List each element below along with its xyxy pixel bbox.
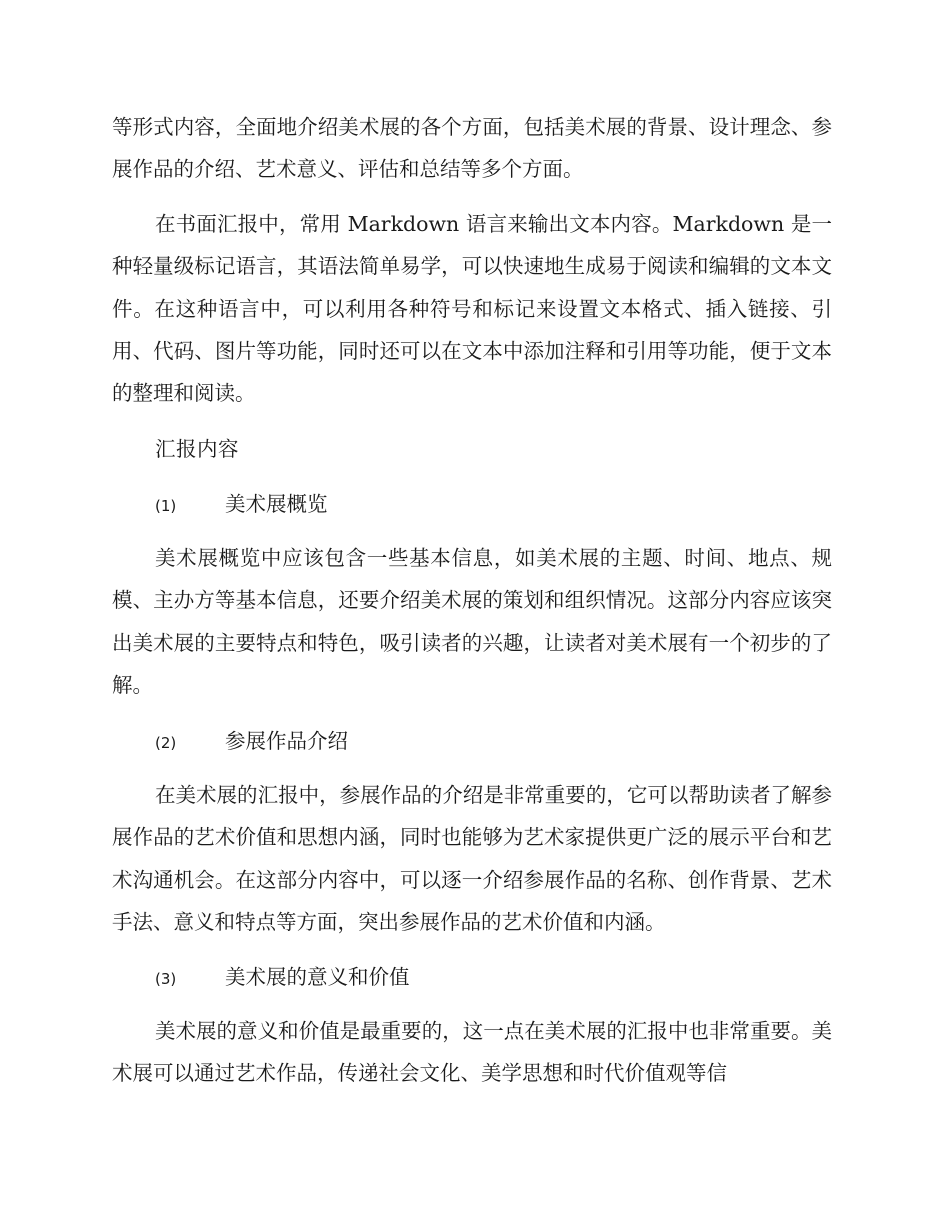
subsection-heading-3 — [155, 962, 410, 992]
subsection-number: (2) — [155, 734, 177, 752]
subsection-title: 美术展概览 — [225, 492, 328, 516]
subsection-number: (1) — [155, 497, 177, 515]
paragraph-overview: 美术展概览中应该包含一些基本信息，如美术展的主题、时间、地点、规模、主办方等基本信息，还要介绍美术展的策划和组织情况。这部分内容应该突出美术展的主要特点和特色，吸引读者的兴趣，让读者对美术展有一个初步的了解。 — [112, 546, 832, 697]
subsection-heading-2 — [155, 726, 348, 756]
subsection-title: 参展作品介绍 — [225, 729, 348, 753]
paragraph-intro-continued: 等形式内容，全面地介绍美术展的各个方面，包括美术展的背景、设计理念、参展作品的介绍、艺术意义、评估和总结等多个方面。 — [112, 115, 832, 182]
subsection-heading-1 — [155, 489, 328, 519]
paragraph-markdown: 在书面汇报中，常用 Markdown 语言来输出文本内容。Markdown 是一种轻量级标记语言，其语法简单易学，可以快速地生成易于阅读和编辑的文本文件。在这种语言中，可以利用各种符号和标记来设置文本格式、插入链接、引用、代码、图片等功能，同时还可以在文本中添加注释和引用等功能，便于文本的整理和阅读。 — [112, 212, 832, 406]
paragraph-significance: 美术展的意义和价值是最重要的，这一点在美术展的汇报中也非常重要。美术展可以通过艺术作品，传递社会文化、美学思想和时代价值观等信 — [112, 1019, 832, 1086]
section-heading: 汇报内容 — [155, 437, 239, 461]
subsection-title: 美术展的意义和价值 — [225, 965, 410, 989]
paragraph-works: 在美术展的汇报中，参展作品的介绍是非常重要的，它可以帮助读者了解参展作品的艺术价值和思想内涵，同时也能够为艺术家提供更广泛的展示平台和艺术沟通机会。在这部分内容中，可以逐一介绍参展作品的名称、创作背景、艺术手法、意义和特点等方面，突出参展作品的艺术价值和内涵。 — [112, 783, 832, 934]
subsection-number: (3) — [155, 970, 177, 988]
